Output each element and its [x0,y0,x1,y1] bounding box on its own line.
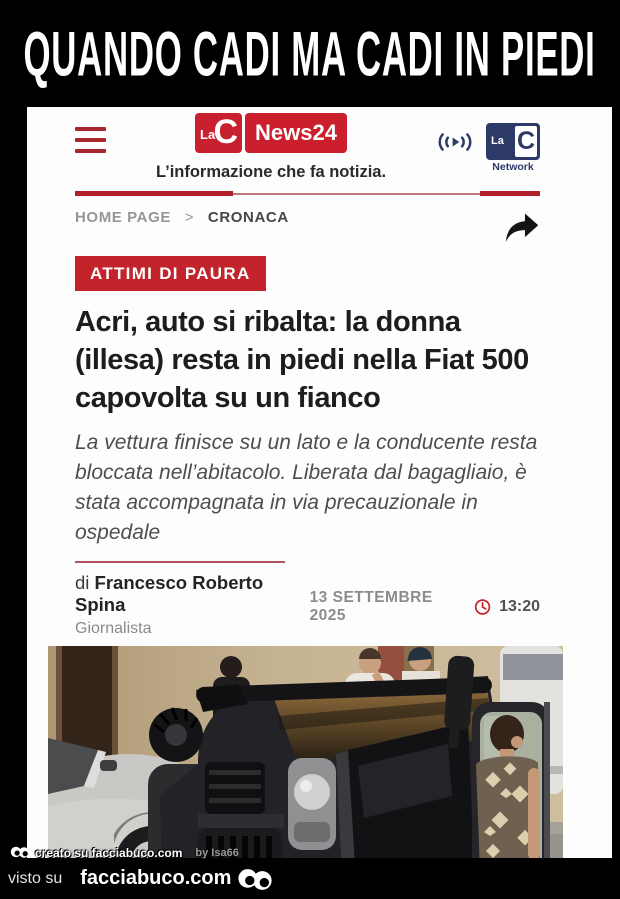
creato-watermark [10,845,239,860]
byline-rule [75,561,285,563]
meme-caption [0,0,620,107]
creato-author: by Isa66 [195,846,239,859]
footer-prefix: visto su [8,869,63,887]
article-card [27,107,612,858]
facciabuco-eyes-logo [237,867,273,894]
lac-news24-logo[interactable] [195,113,347,153]
article-date: 13 SETTEMBRE 2025 [309,588,433,624]
header-right [436,123,540,173]
breadcrumb-section-link[interactable]: CRONACA [207,209,289,226]
facciabuco-eyes-icon [10,845,30,860]
hamburger-icon [75,127,106,131]
site-tagline: L’informazione che fa notizia. [155,163,387,181]
share-arrow-icon [506,213,538,241]
breadcrumb [75,206,289,226]
author-block [75,572,310,638]
article-photo [48,646,563,858]
breadcrumb-home-link[interactable]: HOME PAGE [75,209,171,226]
author-name: Francesco Roberto Spina [75,572,264,615]
site-footer [0,858,620,899]
category-badge[interactable]: ATTIMI DI PAURA [75,256,266,291]
site-header [27,107,612,182]
header-divider [75,191,540,197]
byline-prefix: di [75,572,90,593]
menu-button[interactable] [75,127,106,153]
article-headline: Acri, auto si ribalta: la donna (illesa) resta in piedi nella Fiat 500 capovolta su un fianco [75,306,529,414]
share-button[interactable] [504,212,540,243]
author-role: Giornalista [75,620,152,637]
meme-caption-text: QUANDO CADI MA CADI IN PIEDI [23,17,597,90]
article-standfirst: La vettura finisce su un lato e la conducente resta bloccata nell’abitacolo. Liberata dal bagagliaio, è stata accompagnata in via precauzionale in ospedale [75,431,538,544]
footer-site-name[interactable]: facciabuco.com [80,867,232,889]
breadcrumb-separator: > [184,209,195,226]
clock-icon [474,598,491,616]
article-time: 13:20 [499,597,540,615]
article-meta [310,575,540,638]
network-c-box: C [516,127,536,155]
breadcrumb-row [75,206,540,243]
brand-zone [106,113,436,182]
lac-logo-square: La C [195,113,242,153]
byline-row [75,572,540,638]
broadcast-icon[interactable] [436,128,474,156]
lac-network-logo[interactable]: La C Network [486,123,540,173]
network-logo-square: La C [486,123,540,160]
news24-logo-box: News24 [245,113,347,153]
creato-text: creato su facciabuco.com [35,845,183,860]
